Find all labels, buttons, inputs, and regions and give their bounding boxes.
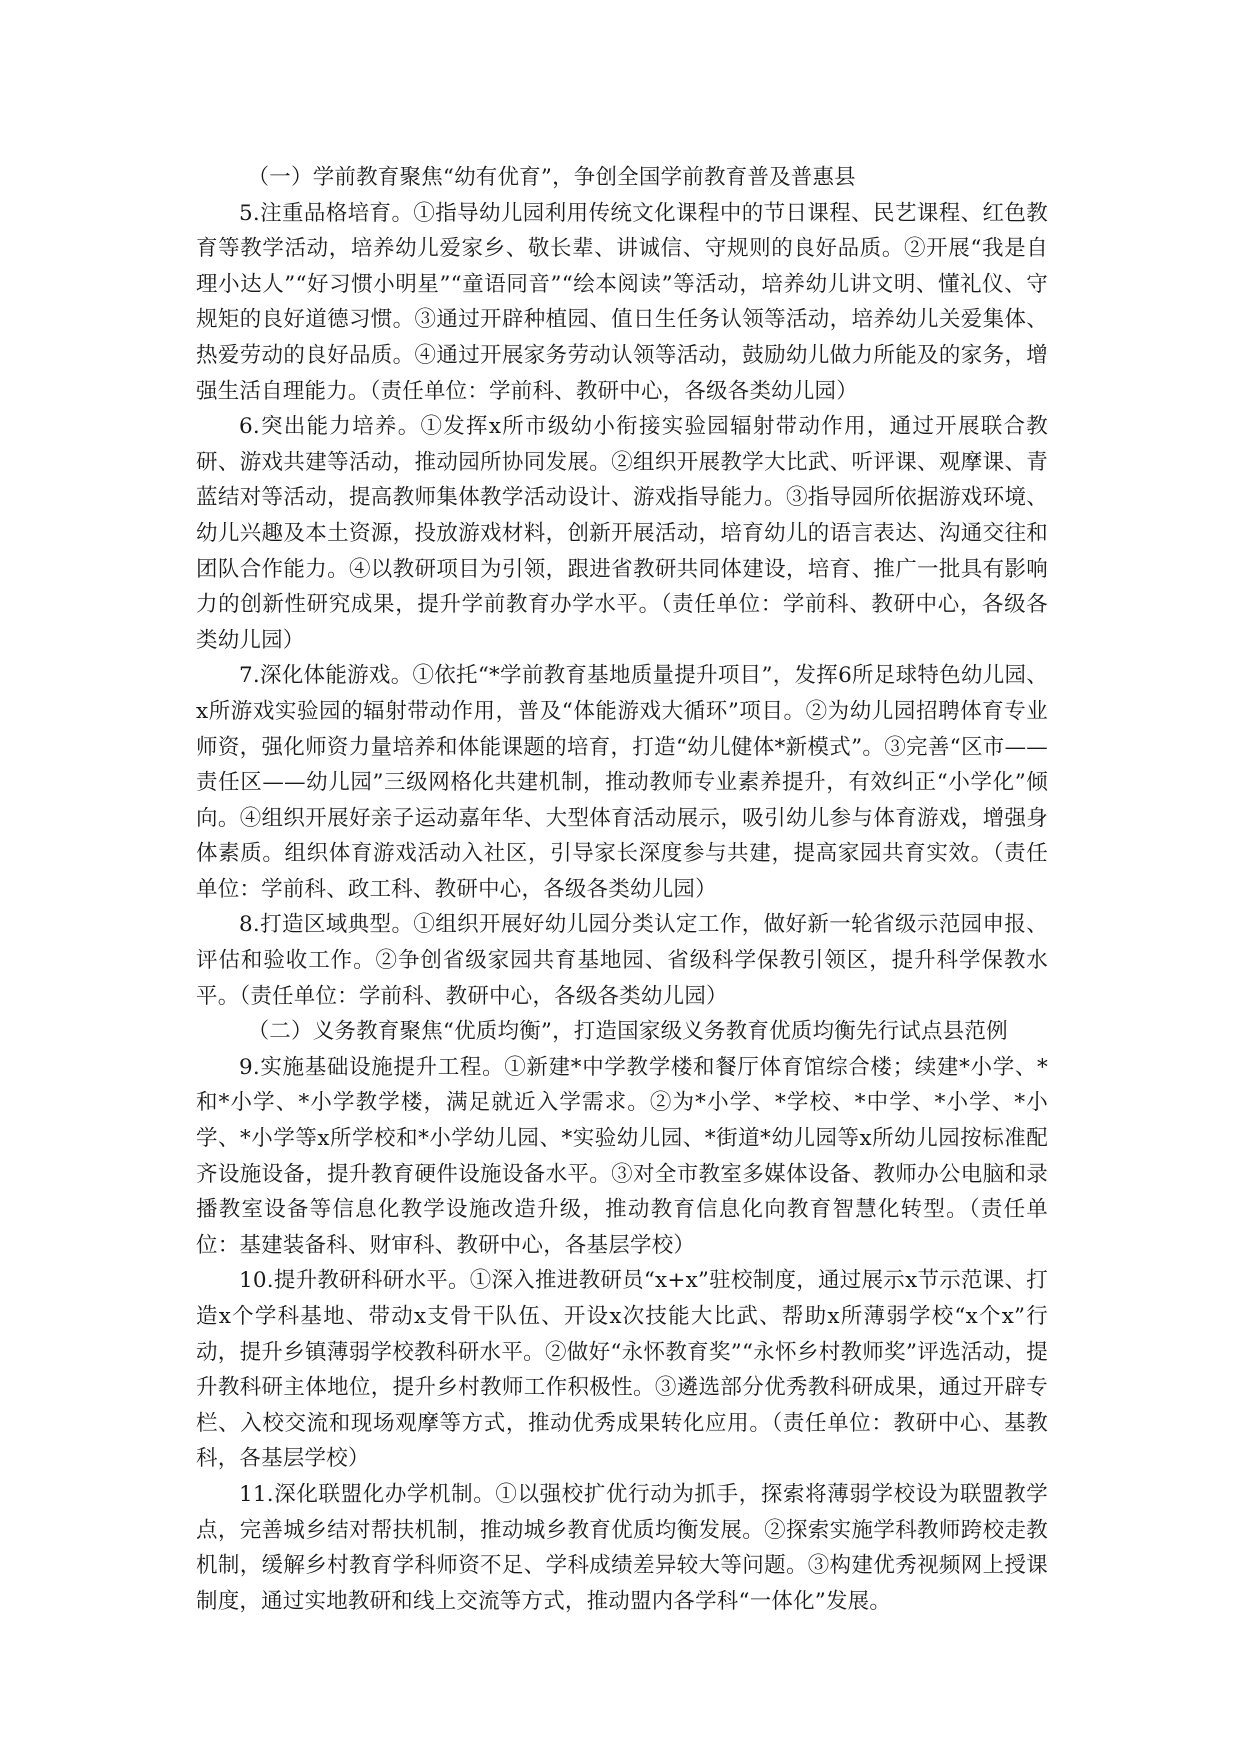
item-7-physical-games: 7.深化体能游戏。①依托“*学前教育基地质量提升项目”，发挥6所足球特色幼儿园、x所游戏实验园的辐射带动作用，普及“体能游戏大循环”项目。②为幼儿园招聘体育专业师资，强化师资力量培养和体能课题的培育，打造“幼儿健体*新模式”。③完善“区市——责任区——幼儿园”三级网格化共建机制，推动教师专业素养提升，有效纠正“小学化”倾向。④组织开展好亲子运动嘉年华、大型体育活动展示，吸引幼儿参与体育游戏，增强身体素质。组织体育游戏活动入社区，引导家长深度参与共建，提高家园共育实效。（责任单位：学前科、政工科、教研中心，各级各类幼儿园） xyxy=(196,663,1048,902)
item-11-alliance-schooling: 11.深化联盟化办学机制。①以强校扩优行动为抓手，探索将薄弱学校设为联盟教学点，完善城乡结对帮扶机制，推动城乡教育优质均衡发展。②探索实施学科教师跨校走教机制，缓解乡村教育学科师资不足、学科成绩差异较大等问题。③构建优秀视频网上授课制度，通过实地教研和线上交流等方式，推动盟内各学科“一体化”发展。 xyxy=(196,1481,1048,1614)
item-9-infrastructure: 9.实施基础设施提升工程。①新建*中学教学楼和餐厅体育馆综合楼；续建*小学、*和*小学、*小学教学楼，满足就近入学需求。②为*小学、*学校、*中学、*小学、*小学、*小学等x所学校和*小学幼儿园、*实验幼儿园、*街道*幼儿园等x所幼儿园按标准配齐设施设备，提升教育硬件设施设备水平。③对全市教室多媒体设备、教师办公电脑和录播教室设备等信息化教学设施改造升级，推动教育信息化向教育智慧化转型。（责任单位：基建装备科、财审科、教研中心，各基层学校） xyxy=(196,1054,1048,1258)
item-10-teaching-research: 10.提升教研科研水平。①深入推进教研员“x+x”驻校制度，通过展示x节示范课、打造x个学科基地、带动x支骨干队伍、开设x次技能大比武、帮助x所薄弱学校“x个x”行动，提升乡镇薄弱学校教科研水平。②做好“永怀教育奖”“永怀乡村教师奖”评选活动，提升教科研主体地位，提升乡村教师工作积极性。③遴选部分优秀教科研成果，通过开辟专栏、入校交流和现场观摩等方式，推动优秀成果转化应用。（责任单位：教研中心、基教科，各基层学校） xyxy=(196,1268,1048,1472)
section-heading-compulsory: （二）义务教育聚焦“优质均衡”，打造国家级义务教育优质均衡先行试点县范例 xyxy=(247,1019,1008,1045)
item-8-regional-model: 8.打造区域典型。①组织开展好幼儿园分类认定工作，做好新一轮省级示范园申报、评估和验收工作。②争创省级家园共育基地园、省级科学保教引领区，提升科学保教水平。（责任单位：学前科、教研中心，各级各类幼儿园） xyxy=(196,912,1048,1009)
section-heading-preschool: （一）学前教育聚焦“幼有优育”，争创全国学前教育普及普惠县 xyxy=(247,165,856,190)
item-6-ability-training: 6.突出能力培养。①发挥x所市级幼小衔接实验园辐射带动作用，通过开展联合教研、游戏共建等活动，推动园所协同发展。②组织开展教学大比武、听评课、观摩课、青蓝结对等活动，提高教师集体教学活动设计、游戏指导能力。③指导园所依据游戏环境、幼儿兴趣及本土资源，投放游戏材料，创新开展活动，培育幼儿的语言表达、沟通交往和团队合作能力。④以教研项目为引领，跟进省教研共同体建设，培育、推广一批具有影响力的创新性研究成果，提升学前教育办学水平。（责任单位：学前科、教研中心，各级各类幼儿园） xyxy=(196,414,1048,653)
item-5-character-cultivation: 5.注重品格培育。①指导幼儿园利用传统文化课程中的节日课程、民艺课程、红色教育等教学活动，培养幼儿爱家乡、敬长辈、讲诚信、守规则的良好品质。②开展“我是自理小达人”“好习惯小明星”“童语同音”“绘本阅读”等活动，培养幼儿讲文明、懂礼仪、守规矩的良好道德习惯。③通过开辟种植园、值日生任务认领等活动，培养幼儿关爱集体、热爱劳动的良好品质。④通过开展家务劳动认领等活动，鼓励幼儿做力所能及的家务，增强生活自理能力。（责任单位：学前科、教研中心，各级各类幼儿园） xyxy=(196,200,1049,404)
document-page xyxy=(196,160,1048,1619)
